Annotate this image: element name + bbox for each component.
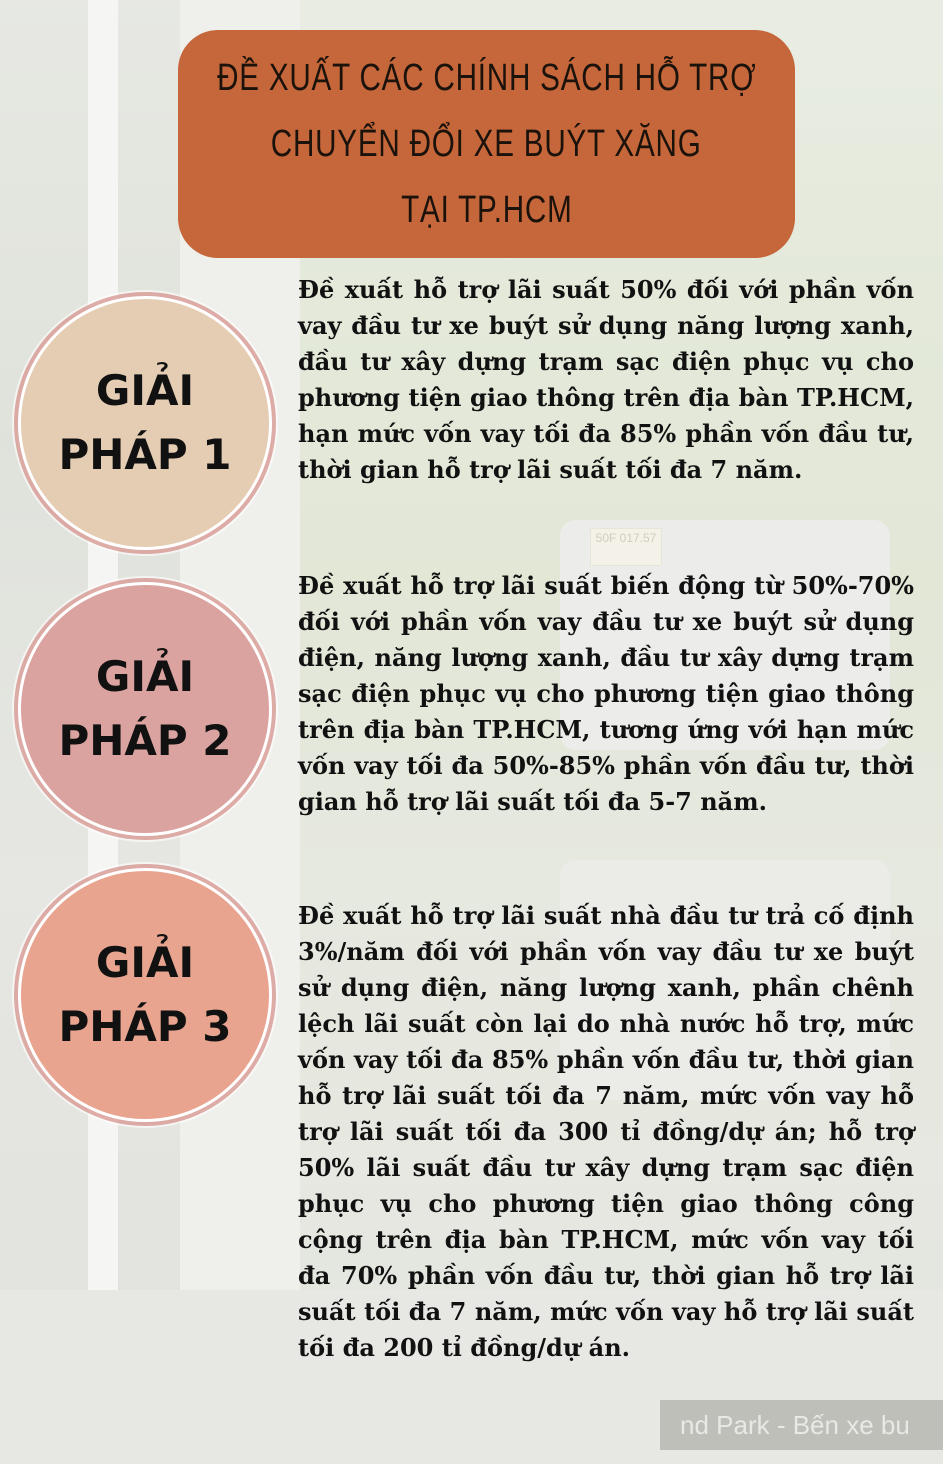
solution-2-badge: [18, 582, 272, 836]
solution-3-label-line2: PHÁP 3: [58, 1002, 232, 1051]
solution-1-label-line2: PHÁP 1: [58, 430, 232, 479]
solution-3-label-line1: GIẢI: [95, 938, 195, 987]
solution-1-text: Đề xuất hỗ trợ lãi suất 50% đối với phần vốn vay đầu tư xe buýt sử dụng năng lượng xanh, đầu tư xây dựng trạm sạc điện phục vụ cho phương tiện giao thông trên địa bàn TP.HCM, hạn mức vốn vay tối đa 85% phần vốn đầu tư, thời gian hỗ trợ lãi suất tối đa 7 năm.: [298, 275, 914, 484]
bus-destination-sign: nd Park - Bến xe bu: [660, 1400, 943, 1450]
solution-1-badge: [18, 296, 272, 550]
title-line-3: TẠI TP.HCM: [400, 189, 573, 231]
solution-2-label-line2: PHÁP 2: [58, 716, 232, 765]
title-line-2: CHUYỂN ĐỔI XE BUÝT XĂNG: [271, 123, 702, 165]
solution-3-badge: [18, 868, 272, 1122]
solution-2-label-line1: GIẢI: [95, 652, 195, 701]
title-line-1: ĐỀ XUẤT CÁC CHÍNH SÁCH HỖ TRỢ: [216, 57, 757, 99]
solution-1-label-line1: GIẢI: [95, 366, 195, 415]
title-banner: [178, 30, 795, 258]
solution-3-text: Đề xuất hỗ trợ lãi suất nhà đầu tư trả cố định 3%/năm đối với phần vốn vay đầu tư xe buýt sử dụng điện, năng lượng xanh, phần chênh lệch lãi suất còn lại do nhà nước hỗ trợ, mức vốn vay tối đa 85% phần vốn đầu tư, thời gian hỗ trợ lãi suất tối đa 7 năm, mức vốn vay hỗ trợ lãi suất tối đa 300 tỉ đồng/dự án; hỗ trợ 50% lãi suất đầu tư xây dựng trạm sạc điện phục vụ cho phương tiện giao thông công cộng trên địa bàn TP.HCM, mức vốn vay tối đa 70% phần vốn đầu tư, thời gian hỗ trợ lãi suất tối đa 7 năm, mức vốn vay hỗ trợ lãi suất tối đa 200 tỉ đồng/dự án.: [298, 901, 914, 1362]
solution-2-text: Đề xuất hỗ trợ lãi suất biến động từ 50%-70% đối với phần vốn vay đầu tư xe buýt sử dụng điện, năng lượng xanh, đầu tư xây dựng trạm sạc điện phục vụ cho phương tiện giao thông trên địa bàn TP.HCM, tương ứng với hạn mức vốn vay tối đa 50%-85% phần vốn đầu tư, thời gian hỗ trợ lãi suất tối đa 5-7 năm.: [298, 571, 914, 816]
